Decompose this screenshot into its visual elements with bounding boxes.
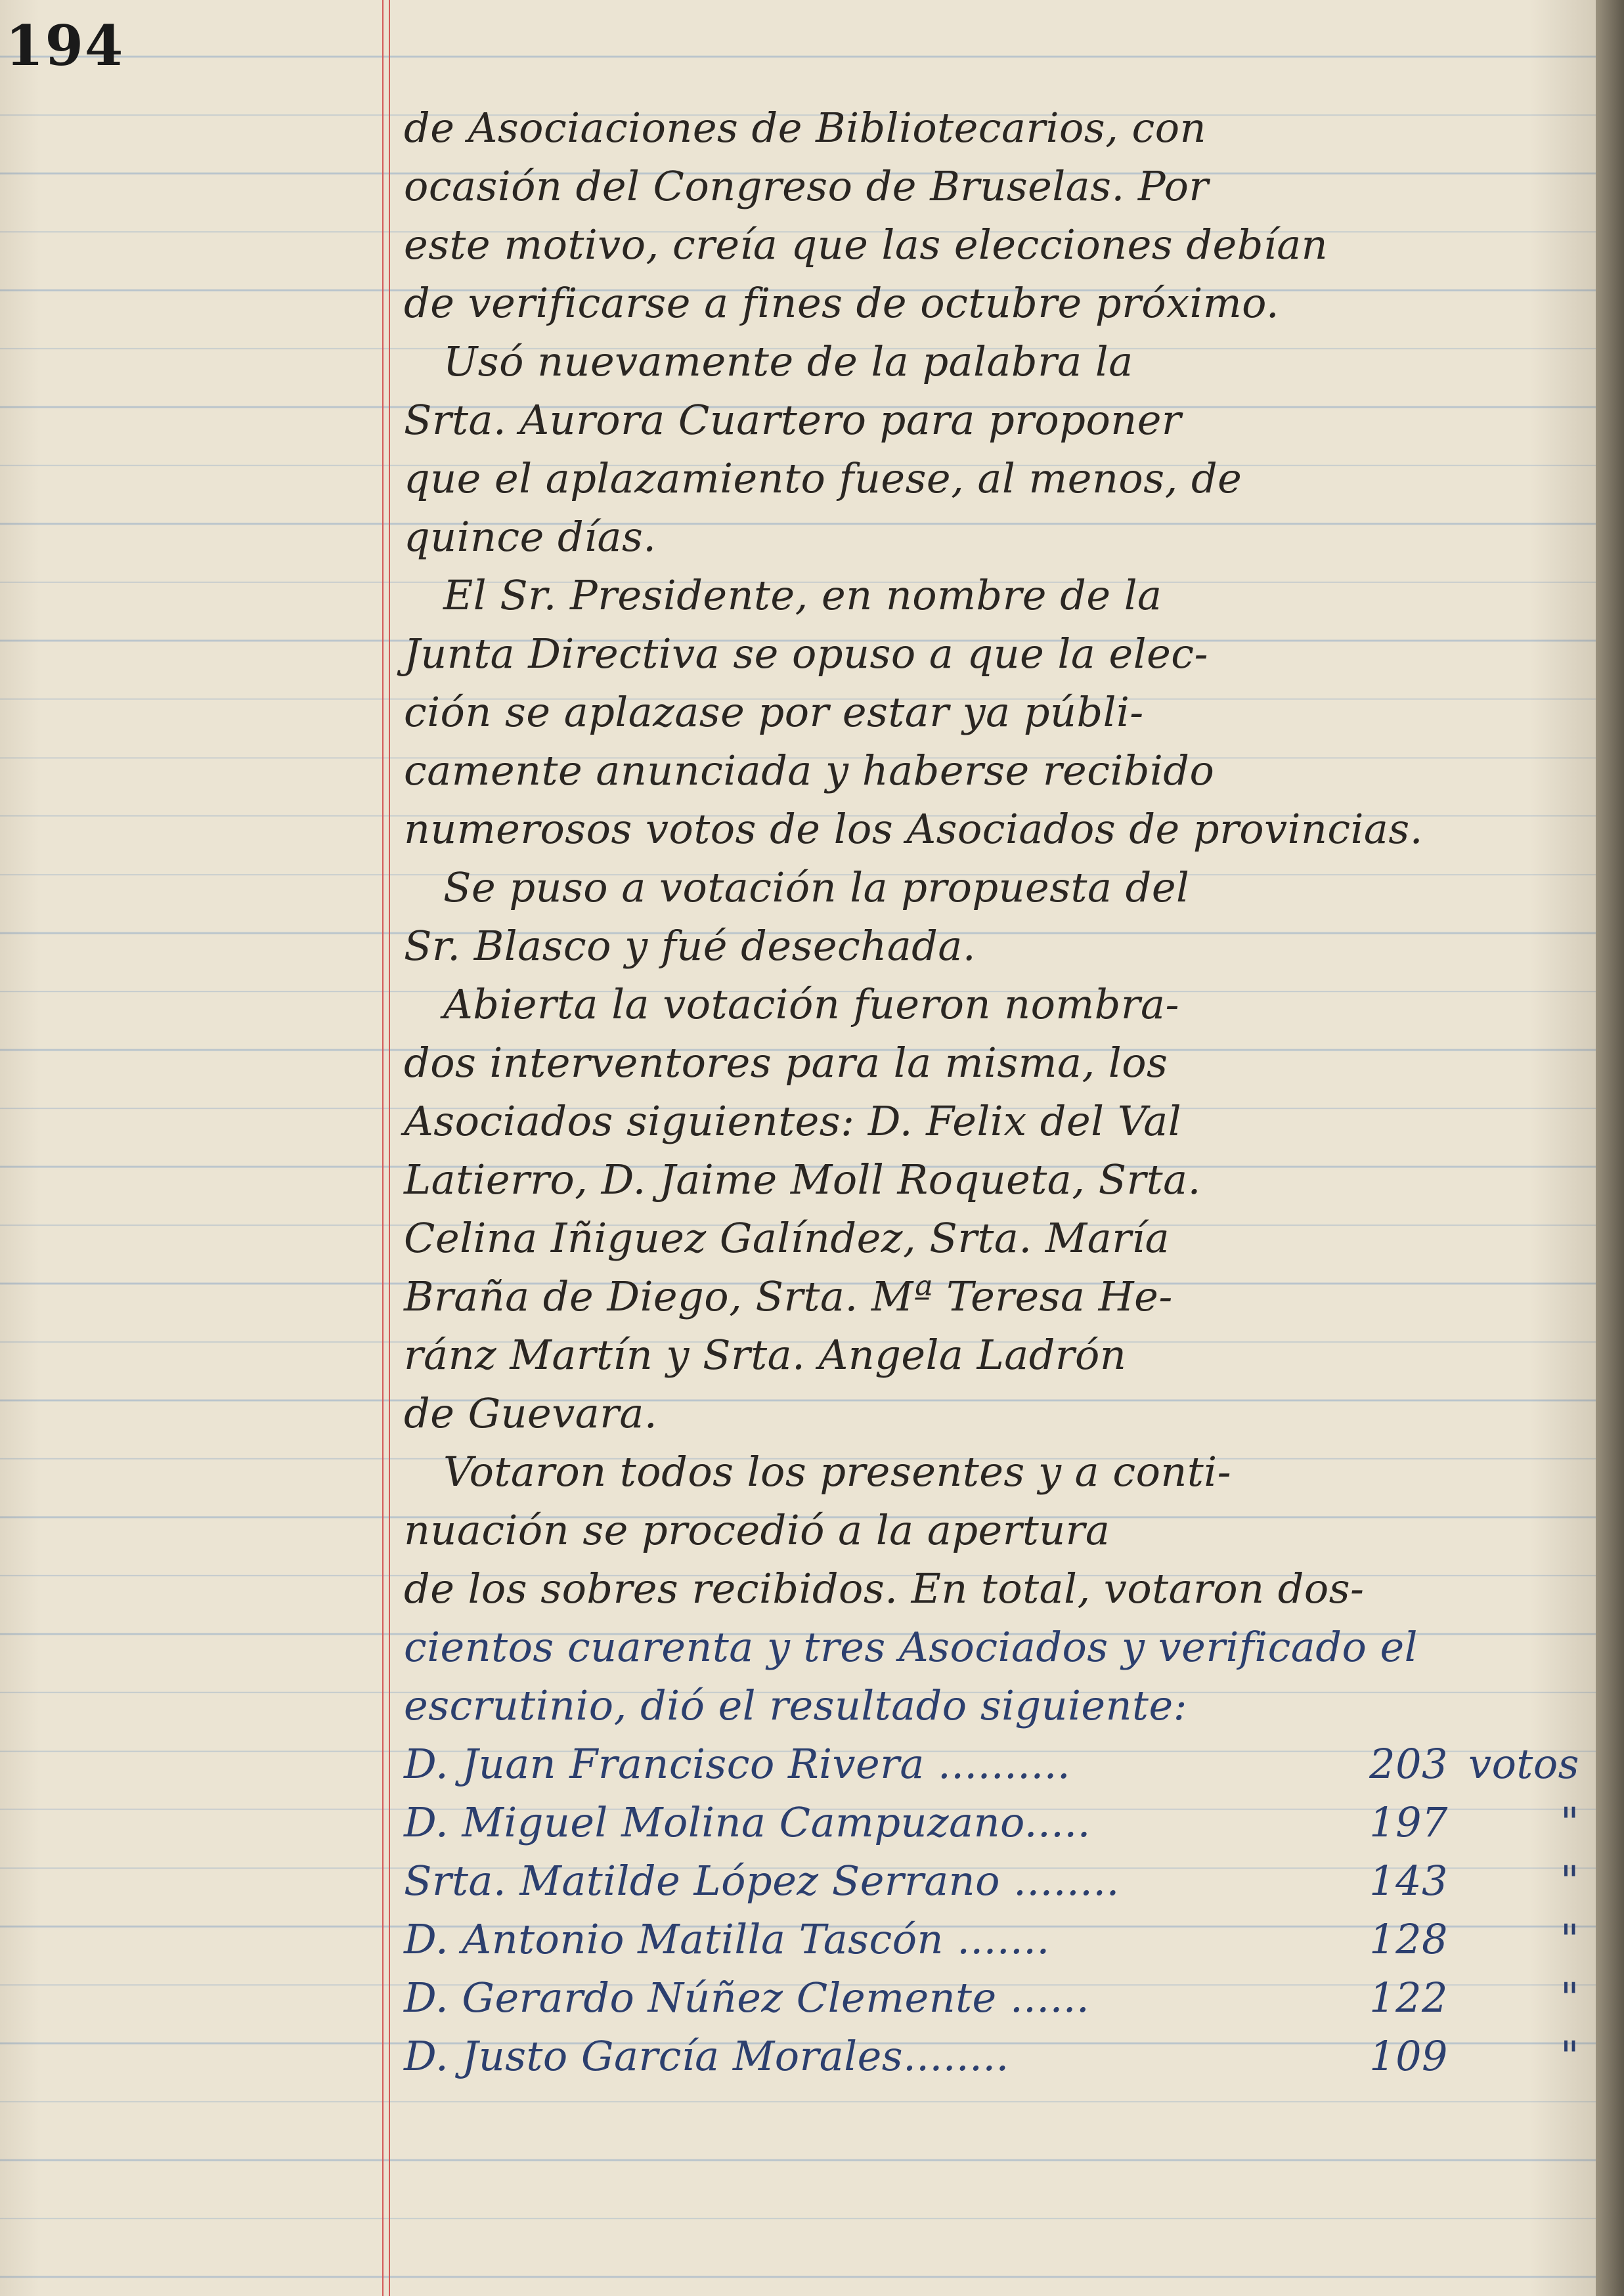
- text-line: de los sobres recibidos. En total, votaron dos-: [404, 1565, 1365, 1613]
- text-line: Celina Iñiguez Galíndez, Srta. María: [404, 1214, 1170, 1262]
- vote-count: [1369, 1910, 1579, 1968]
- vote-count: [1369, 1793, 1579, 1852]
- vote-unit: ": [1560, 1798, 1579, 1846]
- text-line: de Asociaciones de Bibliotecarios, con: [404, 104, 1207, 152]
- text-line: numerosos votos de los Asociados de provincias.: [404, 805, 1423, 853]
- vote-number: 122: [1369, 1974, 1448, 2022]
- text-line: El Sr. Presidente, en nombre de la: [443, 571, 1162, 619]
- result-row: [404, 2027, 1579, 2085]
- vote-number: 203: [1369, 1740, 1448, 1788]
- vote-number: 128: [1369, 1915, 1448, 1963]
- candidate-name: D. Antonio Matilla Tascón .......: [404, 1915, 1050, 1963]
- candidate-name: D. Justo García Morales........: [404, 2032, 1009, 2080]
- text-line: Latierro, D. Jaime Moll Roqueta, Srta.: [404, 1156, 1201, 1203]
- vote-number: 197: [1369, 1798, 1448, 1846]
- text-line: escrutinio, dió el resultado siguiente:: [404, 1681, 1188, 1729]
- candidate-name: D. Gerardo Núñez Clemente ......: [404, 1974, 1090, 2022]
- text-line: cientos cuarenta y tres Asociados y verificado el: [404, 1623, 1418, 1671]
- page-number: 194: [5, 13, 125, 78]
- candidate-name: Srta. Matilde López Serrano ........: [404, 1857, 1120, 1905]
- text-line: Votaron todos los presentes y a conti-: [443, 1448, 1232, 1496]
- handwritten-minutes: [404, 98, 1586, 2085]
- text-line: Srta. Aurora Cuartero para proponer: [404, 396, 1182, 444]
- margin-rule-left: [382, 0, 384, 2296]
- result-row: [404, 1793, 1579, 1852]
- vote-count: [1369, 1852, 1579, 1910]
- text-line: camente anunciada y haberse recibido: [404, 747, 1215, 794]
- text-line: Usó nuevamente de la palabra la: [443, 337, 1133, 385]
- text-line: que el aplazamiento fuese, al menos, de: [404, 454, 1242, 502]
- result-row: [404, 1910, 1579, 1968]
- text-line: quince días.: [404, 513, 657, 561]
- book-binding-edge: [1596, 0, 1624, 2296]
- text-line: Abierta la votación fueron nombra-: [443, 980, 1179, 1028]
- vote-unit: ": [1560, 2032, 1579, 2080]
- margin-rule-right: [389, 0, 390, 2296]
- text-line: ocasión del Congreso de Bruselas. Por: [404, 162, 1209, 210]
- result-row: [404, 1735, 1579, 1793]
- vote-unit: ": [1560, 1857, 1579, 1905]
- vote-number: 109: [1369, 2032, 1448, 2080]
- text-line: dos interventores para la misma, los: [404, 1039, 1168, 1087]
- vote-unit: ": [1560, 1915, 1579, 1963]
- vote-count: [1369, 1735, 1579, 1793]
- vote-number: 143: [1369, 1857, 1448, 1905]
- vote-count: [1369, 2027, 1579, 2085]
- text-line: de verificarse a fines de octubre próximo.: [404, 279, 1280, 327]
- text-line: Se puso a votación la propuesta del: [443, 863, 1190, 911]
- text-line: Junta Directiva se opuso a que la elec-: [404, 630, 1208, 678]
- vote-unit: ": [1560, 1974, 1579, 2022]
- result-row: [404, 1968, 1579, 2027]
- vote-unit: votos: [1468, 1740, 1579, 1788]
- text-line: Braña de Diego, Srta. Mª Teresa He-: [404, 1272, 1173, 1320]
- result-row: [404, 1852, 1579, 1910]
- text-line: ción se aplazase por estar ya públi-: [404, 688, 1144, 736]
- candidate-name: D. Miguel Molina Campuzano.....: [404, 1798, 1091, 1846]
- text-line: este motivo, creía que las elecciones debían: [404, 221, 1328, 269]
- text-line: ránz Martín y Srta. Angela Ladrón: [404, 1331, 1127, 1379]
- text-line: Asociados siguientes: D. Felix del Val: [404, 1097, 1182, 1145]
- text-line: de Guevara.: [404, 1389, 658, 1437]
- candidate-name: D. Juan Francisco Rivera ..........: [404, 1740, 1071, 1788]
- text-line: nuación se procedió a la apertura: [404, 1506, 1110, 1554]
- vote-count: [1369, 1968, 1579, 2027]
- text-line: Sr. Blasco y fué desechada.: [404, 922, 977, 970]
